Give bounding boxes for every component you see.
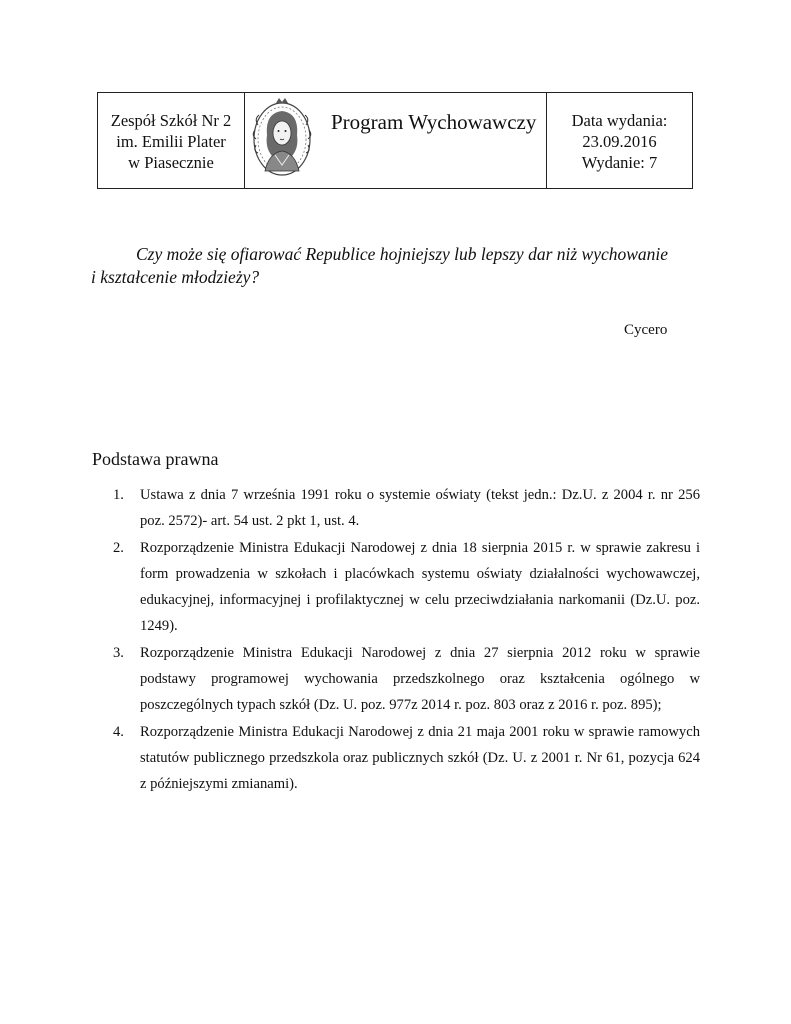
list-item-text: Rozporządzenie Ministra Edukacji Narodowej z dnia 21 maja 2001 roku w sprawie ramowych statutów publicznego przedszkola oraz publicznych szkół (Dz. U. z 2001 r. Nr 61, pozycja 624 z późniejszymi zmianami). xyxy=(140,723,700,793)
list-item xyxy=(113,482,700,535)
document-header xyxy=(97,92,693,189)
school-name-cell xyxy=(98,93,245,188)
issue-info-cell xyxy=(547,93,692,188)
title-cell xyxy=(245,93,547,188)
page-title: Program Wychowawczy xyxy=(331,110,537,134)
issue-date-value: 23.09.2016 xyxy=(582,132,657,151)
section-heading: Podstawa prawna xyxy=(92,449,219,469)
list-item-text: Ustawa z dnia 7 września 1991 roku o systemie oświaty (tekst jedn.: Dz.U. z 2004 r. nr 256 poz. 2572)- art. 54 ust. 2 pkt 1, ust. 4. xyxy=(140,487,700,530)
list-item-number: 3. xyxy=(113,644,124,661)
list-item xyxy=(113,535,700,640)
school-name-line: im. Emilii Plater xyxy=(116,132,226,151)
list-item-number: 1. xyxy=(113,487,124,503)
list-item-text: Rozporządzenie Ministra Edukacji Narodowej z dnia 27 sierpnia 2012 roku w sprawie podstawy programowej wychowania przedszkolnego oraz kształcenia ogólnego w poszczególnych typach szkół (Dz. U. poz. 977z 2014 r. poz. 803 oraz z 2016 r. poz. 895); xyxy=(140,644,700,714)
list-item-text: Rozporządzenie Ministra Edukacji Narodowej z dnia 18 sierpnia 2015 r. w sprawie zakresu i form prowadzenia w szkołach i placówkach systemu oświaty działalności wychowawczej, edukacyjnej, informacyjnej i profilaktycznej w celu przeciwdziałania narkomanii (Dz.U. poz. 1249). xyxy=(140,539,700,635)
list-item-number: 2. xyxy=(113,539,124,556)
epigraph-quote xyxy=(91,243,701,289)
list-item-number: 4. xyxy=(113,723,124,740)
school-name-line: Zespół Szkół Nr 2 xyxy=(110,111,232,130)
legal-basis-list xyxy=(113,482,700,798)
issue-date-label: Data wydania: xyxy=(571,111,668,130)
portrait-emblem-icon xyxy=(249,95,315,180)
quote-line: i kształcenie młodzieży? xyxy=(91,267,260,287)
school-name-line: w Piasecznie xyxy=(128,153,214,172)
list-item xyxy=(113,640,700,719)
list-item xyxy=(113,719,700,798)
quote-author: Cycero xyxy=(624,322,668,338)
issue-edition: Wydanie: 7 xyxy=(581,153,658,172)
quote-line: Czy może się ofiarować Republice hojniejszy lub lepszy dar niż wychowanie xyxy=(136,244,669,264)
